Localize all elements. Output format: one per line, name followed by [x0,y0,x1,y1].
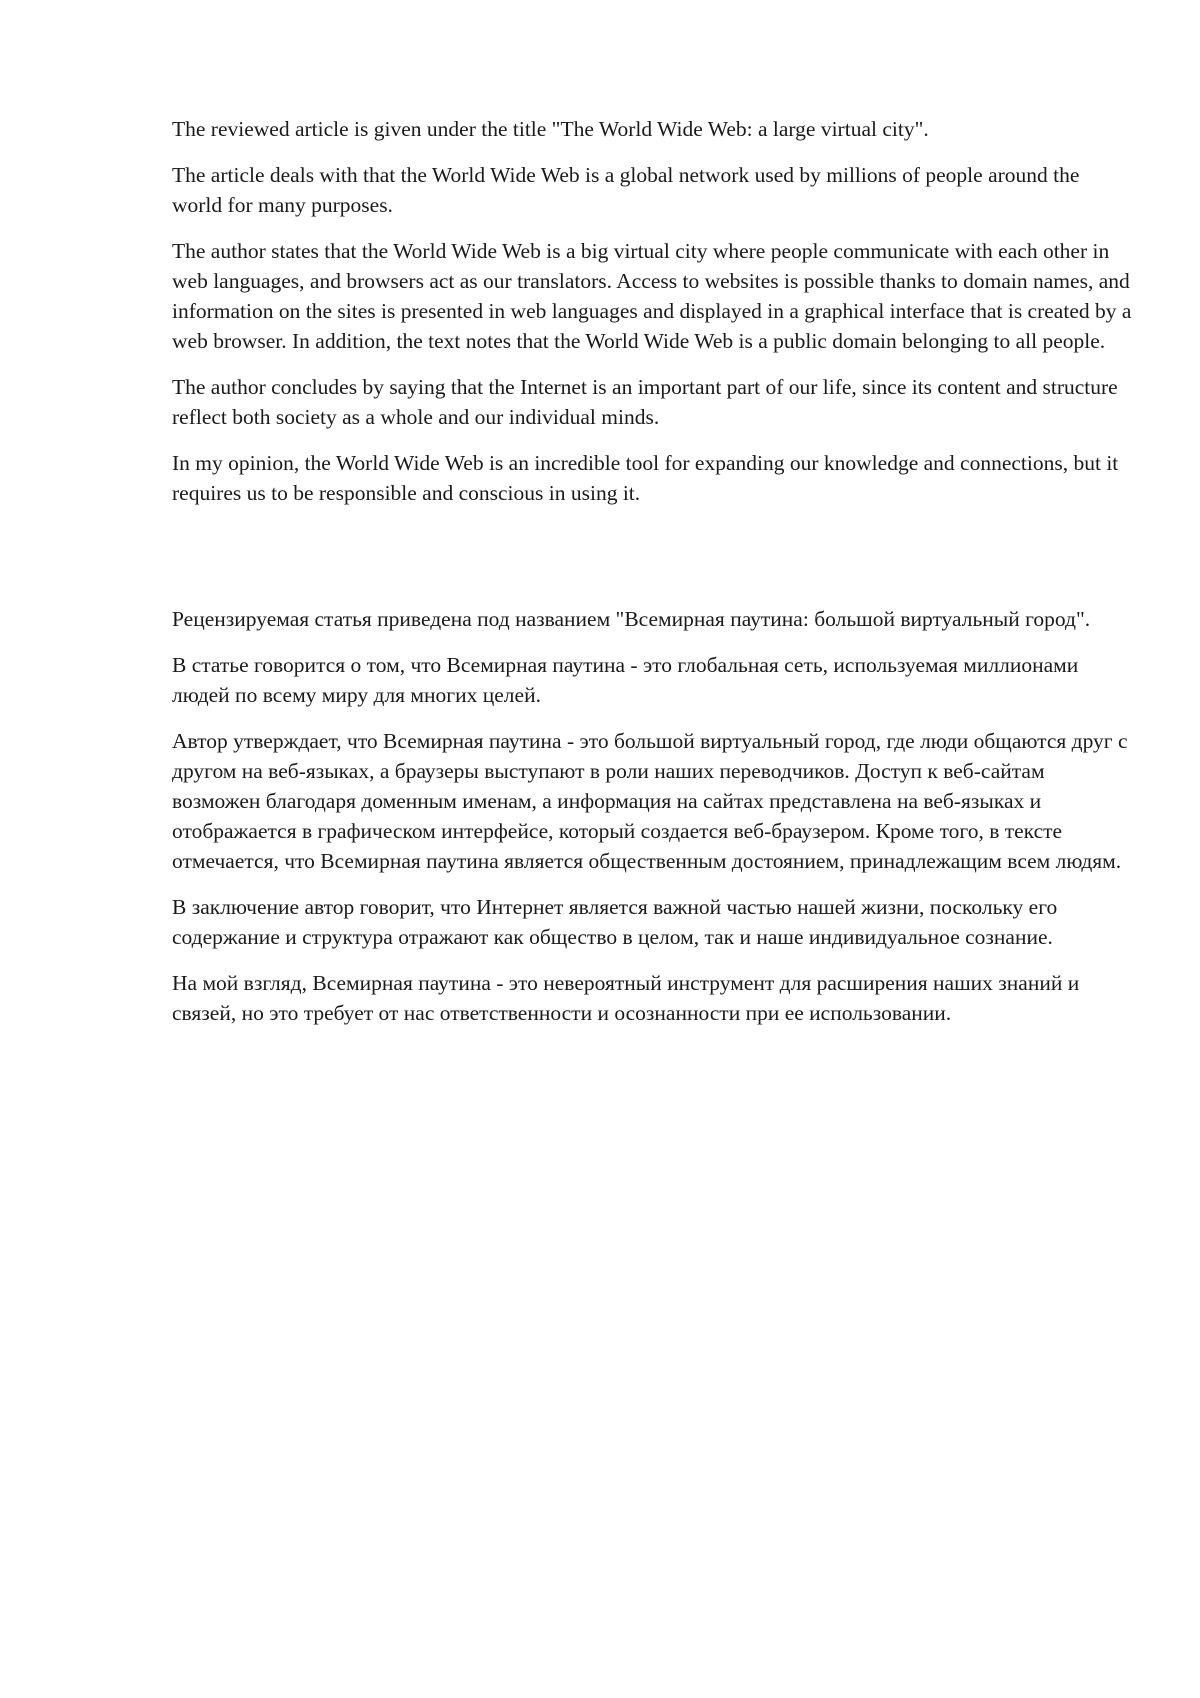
paragraph-title-statement: The reviewed article is given under the title "The World Wide Web: a large virtual city". [172,117,929,141]
paragraph-author-states: Автор утверждает, что Всемирная паутина - это большой виртуальный город, где люди общаются друг с другом на веб-языках, а браузеры выступают в роли наших переводчиков. Доступ к веб-сайтам возможен благодаря доменным именам, а информация на сайтах представлена на веб-языках и отображается в графическом интерфейсе, который создается веб-браузером. Кроме того, в тексте отмечается, что Всемирная паутина является общественным достоянием, принадлежащим всем людям. [172,729,1128,873]
paragraph-title-statement: Рецензируемая статья приведена под названием "Всемирная паутина: большой виртуальный город". [172,607,1091,631]
paragraph-topic: В статье говорится о том, что Всемирная паутина - это глобальная сеть, используемая миллионами людей по всему миру для многих целей. [172,653,1079,707]
paragraph-conclusion: The author concludes by saying that the Internet is an important part of our life, since its content and structure reflect both society as a whole and our individual minds. [172,375,1118,429]
russian-review [172,604,1132,1044]
english-review [172,114,1132,524]
paragraph-author-states: The author states that the World Wide Web is a big virtual city where people communicate with each other in web languages, and browsers act as our translators. Access to websites is possible thanks to domain names, and information on the sites is presented in web languages and displayed in a graphical interface that is created by a web browser. In addition, the text notes that the World Wide Web is a public domain belonging to all people. [172,239,1132,353]
paragraph-opinion: In my opinion, the World Wide Web is an incredible tool for expanding our knowledge and connections, but it requires us to be responsible and conscious in using it. [172,451,1119,505]
paragraph-topic: The article deals with that the World Wide Web is a global network used by millions of people around the world for many purposes. [172,163,1080,217]
paragraph-opinion: На мой взгляд, Всемирная паутина - это невероятный инструмент для расширения наших знаний и связей, но это требует от нас ответственности и осознанности при ее использовании. [172,971,1080,1025]
paragraph-conclusion: В заключение автор говорит, что Интернет является важной частью нашей жизни, поскольку его содержание и структура отражают как общество в целом, так и наше индивидуальное сознание. [172,895,1058,949]
